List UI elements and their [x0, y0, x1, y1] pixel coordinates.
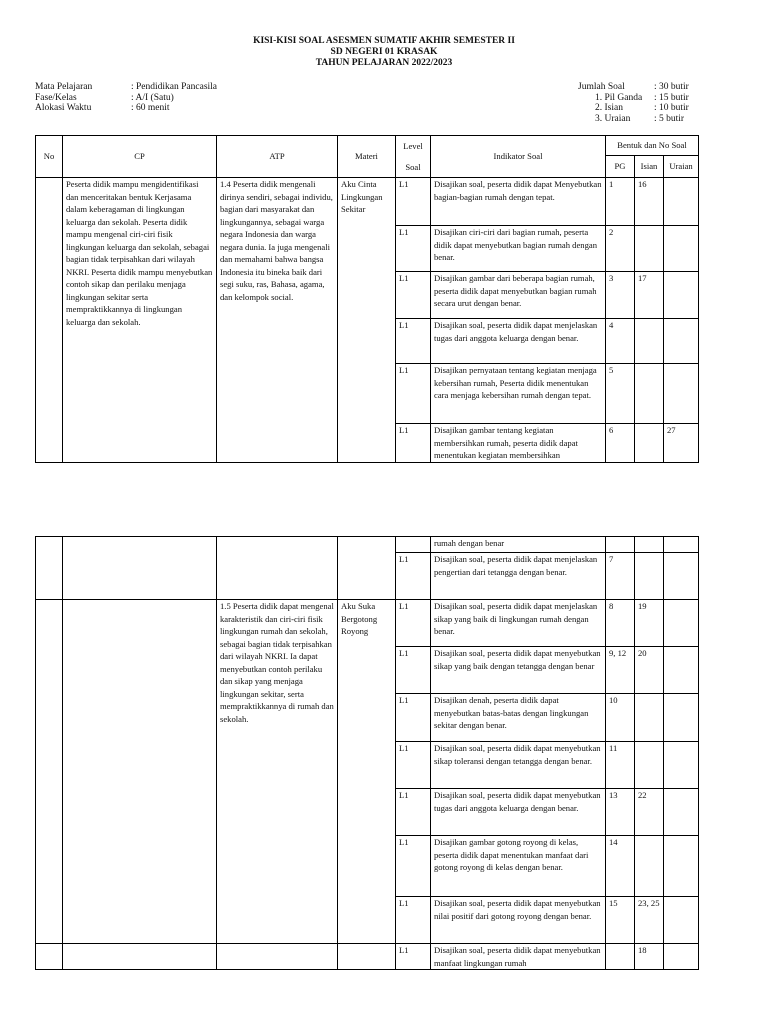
cell-pg: [606, 944, 635, 970]
cell-isian: [635, 537, 664, 553]
cell-level: L1: [396, 897, 431, 944]
cell-pg: 13: [606, 789, 635, 836]
cell-uraian: [664, 944, 699, 970]
cell-indikator: Disajikan denah, peserta didik dapat menyebutkan batas-batas dengan lingkungan sekitar dengan benar.: [431, 694, 606, 742]
cell-atp: [217, 537, 338, 600]
info-right: [578, 82, 689, 124]
header-level-line2: Soal: [405, 161, 421, 172]
cell-no: [36, 600, 63, 944]
cell-indikator: Disajikan soal, peserta didik dapat menjelaskan tugas dari anggota keluarga dengan benar.: [431, 319, 606, 364]
header-materi: Materi: [338, 136, 396, 178]
header-indikator: Indikator Soal: [431, 136, 606, 178]
cell-isian: 16: [635, 178, 664, 226]
info-label: Alokasi Waktu: [35, 103, 92, 113]
header-no: No: [36, 136, 63, 178]
grid-table-page1: [35, 135, 699, 463]
cell-no: [36, 537, 63, 600]
info-value: : 15 butir: [654, 92, 689, 103]
cell-isian: 19: [635, 600, 664, 647]
cell-level: L1: [396, 694, 431, 742]
info-label: Jumlah Soal: [578, 82, 625, 92]
cell-level: L1: [396, 647, 431, 694]
academic-year: TAHUN PELAJARAN 2022/2023: [315, 58, 453, 68]
cell-uraian: [664, 742, 699, 789]
cell-isian: 23, 25: [635, 897, 664, 944]
cell-isian: 20: [635, 647, 664, 694]
info-label: Mata Pelajaran: [35, 82, 93, 92]
info-label: 1. Pil Ganda: [595, 92, 643, 103]
cell-level: L1: [396, 319, 431, 364]
info-label: 2. Isian: [595, 103, 623, 113]
cell-materi: [338, 944, 396, 970]
cell-isian: [635, 364, 664, 424]
document-title: KISI-KISI SOAL ASESMEN SUMATIF AKHIR SEMESTER II: [253, 36, 515, 46]
cell-isian: [635, 424, 664, 463]
cell-isian: [635, 742, 664, 789]
cell-pg: 14: [606, 836, 635, 897]
cell-isian: 17: [635, 272, 664, 319]
cell-cp: [63, 537, 217, 600]
cell-level: L1: [396, 836, 431, 897]
cell-indikator: Disajikan ciri-ciri dari bagian rumah, peserta didik dapat menyebutkan bagian rumah dengan benar.: [431, 226, 606, 272]
info-value: : 5 butir: [654, 113, 685, 124]
header-level-line1: Level: [403, 141, 423, 151]
cell-uraian: [664, 600, 699, 647]
cell-pg: 8: [606, 600, 635, 647]
cell-no: [36, 178, 63, 463]
cell-level: L1: [396, 424, 431, 463]
cell-materi: [338, 537, 396, 600]
cell-pg: 5: [606, 364, 635, 424]
header-pg: PG: [606, 156, 635, 178]
info-value: : 60 menit: [131, 103, 170, 113]
cell-level: L1: [396, 553, 431, 600]
cell-cp: Peserta didik mampu mengidentifikasi dan menceritakan bentuk Kerjasama dalam keberagaman di lingkungan keluarga dan sekolah. Peserta didik mampu mengenal ciri-ciri fisik lingkungan keluarga dan sekolah, sebagai bagian tidak terpisahkan dari wilayah NKRI. Peserta didik mampu menyebutkan contoh sikap dan perilaku menjaga lingkungan sekitar serta mempraktikkannya di lingkungan keluarga dan sekolah.: [63, 178, 217, 463]
table-row: [36, 537, 699, 553]
cell-indikator: Disajikan soal, peserta didik dapat Menyebutkan bagian-bagian rumah dengan tepat.: [431, 178, 606, 226]
info-label: Fase/Kelas: [35, 92, 77, 103]
cell-isian: [635, 319, 664, 364]
cell-uraian: 27: [664, 424, 699, 463]
cell-indikator: Disajikan pernyataan tentang kegiatan menjaga kebersihan rumah, Peserta didik menentukan cara menjaga kebersihan rumah dengan tepat.: [431, 364, 606, 424]
cell-atp: 1.5 Peserta didik dapat mengenal karakteristik dan ciri-ciri fisik lingkungan rumah dan sekolah, sebagai bagian tidak terpisahkan dari wilayah NKRI. Ia dapat menyebutkan contoh perilaku dan sikap yang menjaga lingkungan sekitar, serta mempraktikkannya di rumah dan sekolah.: [217, 600, 338, 944]
cell-isian: [635, 836, 664, 897]
info-value: : Pendidikan Pancasila: [131, 82, 218, 92]
cell-cp: [63, 944, 217, 970]
cell-level: L1: [396, 364, 431, 424]
cell-pg: 10: [606, 694, 635, 742]
cell-isian: [635, 226, 664, 272]
cell-isian: 22: [635, 789, 664, 836]
cell-isian: [635, 553, 664, 600]
cell-no: [36, 944, 63, 970]
grid-table-page2: [35, 536, 699, 970]
cell-pg: [606, 537, 635, 553]
school-name: SD NEGERI 01 KRASAK: [330, 47, 438, 57]
info-left: [35, 82, 217, 114]
info-value: : 30 butir: [654, 82, 689, 92]
cell-indikator: Disajikan soal, peserta didik dapat menyebutkan manfaat lingkungan rumah: [431, 944, 606, 970]
cell-cp: [63, 600, 217, 944]
cell-uraian: [664, 537, 699, 553]
cell-uraian: [664, 897, 699, 944]
cell-uraian: [664, 694, 699, 742]
cell-uraian: [664, 178, 699, 226]
info-value: : 10 butir: [654, 103, 689, 113]
table-row: [36, 944, 699, 970]
cell-pg: 15: [606, 897, 635, 944]
cell-pg: 6: [606, 424, 635, 463]
cell-uraian: [664, 364, 699, 424]
cell-pg: 7: [606, 553, 635, 600]
info-label: 3. Uraian: [595, 113, 631, 124]
header-atp: ATP: [217, 136, 338, 178]
cell-indikator: Disajikan gambar tentang kegiatan membersihkan rumah, peserta didik dapat menentukan kegiatan membersihkan: [431, 424, 606, 463]
cell-level: L1: [396, 944, 431, 970]
cell-indikator: Disajikan soal, peserta didik dapat menjelaskan pengertian dari tetangga dengan benar.: [431, 553, 606, 600]
cell-isian: [635, 694, 664, 742]
header-bentuk: Bentuk dan No Soal: [606, 136, 699, 156]
cell-pg: 1: [606, 178, 635, 226]
table-row: [36, 178, 699, 226]
cell-pg: 11: [606, 742, 635, 789]
header-uraian: Uraian: [664, 156, 699, 178]
cell-level: L1: [396, 178, 431, 226]
cell-materi: Aku Suka Bergotong Royong: [338, 600, 396, 944]
cell-indikator: Disajikan soal, peserta didik dapat menyebutkan nilai positif dari gotong royong dengan benar.: [431, 897, 606, 944]
cell-uraian: [664, 319, 699, 364]
header-isian: Isian: [635, 156, 664, 178]
cell-materi: Aku Cinta Lingkungan Sekitar: [338, 178, 396, 463]
cell-uraian: [664, 836, 699, 897]
cell-level: L1: [396, 600, 431, 647]
cell-indikator: Disajikan soal, peserta didik dapat menyebutkan sikap toleransi dengan tetangga dengan benar.: [431, 742, 606, 789]
cell-level: L1: [396, 742, 431, 789]
cell-pg: 4: [606, 319, 635, 364]
cell-level: L1: [396, 272, 431, 319]
header-level: [396, 136, 431, 178]
cell-pg: 9, 12: [606, 647, 635, 694]
cell-uraian: [664, 226, 699, 272]
cell-indikator: Disajikan gambar gotong royong di kelas, peserta didik dapat menentukan manfaat dari gotong royong di kelas dengan benar.: [431, 836, 606, 897]
cell-indikator: Disajikan soal, peserta didik dapat menjelaskan sikap yang baik di lingkungan rumah dengan benar.: [431, 600, 606, 647]
cell-pg: 3: [606, 272, 635, 319]
cell-atp: 1.4 Peserta didik mengenali dirinya sendiri, sebagai individu, bagian dari masyarakat dan lingkungannya, sebagai warga negara Indonesia dan warga negara dunia. Ia juga mengenali dan memahami bahwa bangsa Indonesia itu bineka baik dari segi suku, ras, Bahasa, agama, dan kelompok social.: [217, 178, 338, 463]
cell-uraian: [664, 272, 699, 319]
cell-uraian: [664, 553, 699, 600]
table-row: [36, 600, 699, 647]
cell-isian: 18: [635, 944, 664, 970]
cell-indikator: Disajikan soal, peserta didik dapat menyebutkan tugas dari anggota keluarga dengan benar.: [431, 789, 606, 836]
cell-level: L1: [396, 789, 431, 836]
info-value: : A/I (Satu): [131, 92, 174, 103]
cell-uraian: [664, 647, 699, 694]
cell-pg: 2: [606, 226, 635, 272]
cell-indikator: rumah dengan benar: [431, 537, 606, 553]
cell-indikator: Disajikan soal, peserta didik dapat menyebutkan sikap yang baik dengan tetangga dengan benar: [431, 647, 606, 694]
cell-level: [396, 537, 431, 553]
cell-level: L1: [396, 226, 431, 272]
cell-uraian: [664, 789, 699, 836]
cell-atp: [217, 944, 338, 970]
header-cp: CP: [63, 136, 217, 178]
cell-indikator: Disajikan gambar dari beberapa bagian rumah, peserta didik dapat menyebutkan bagian rumah secara urut dengan benar.: [431, 272, 606, 319]
